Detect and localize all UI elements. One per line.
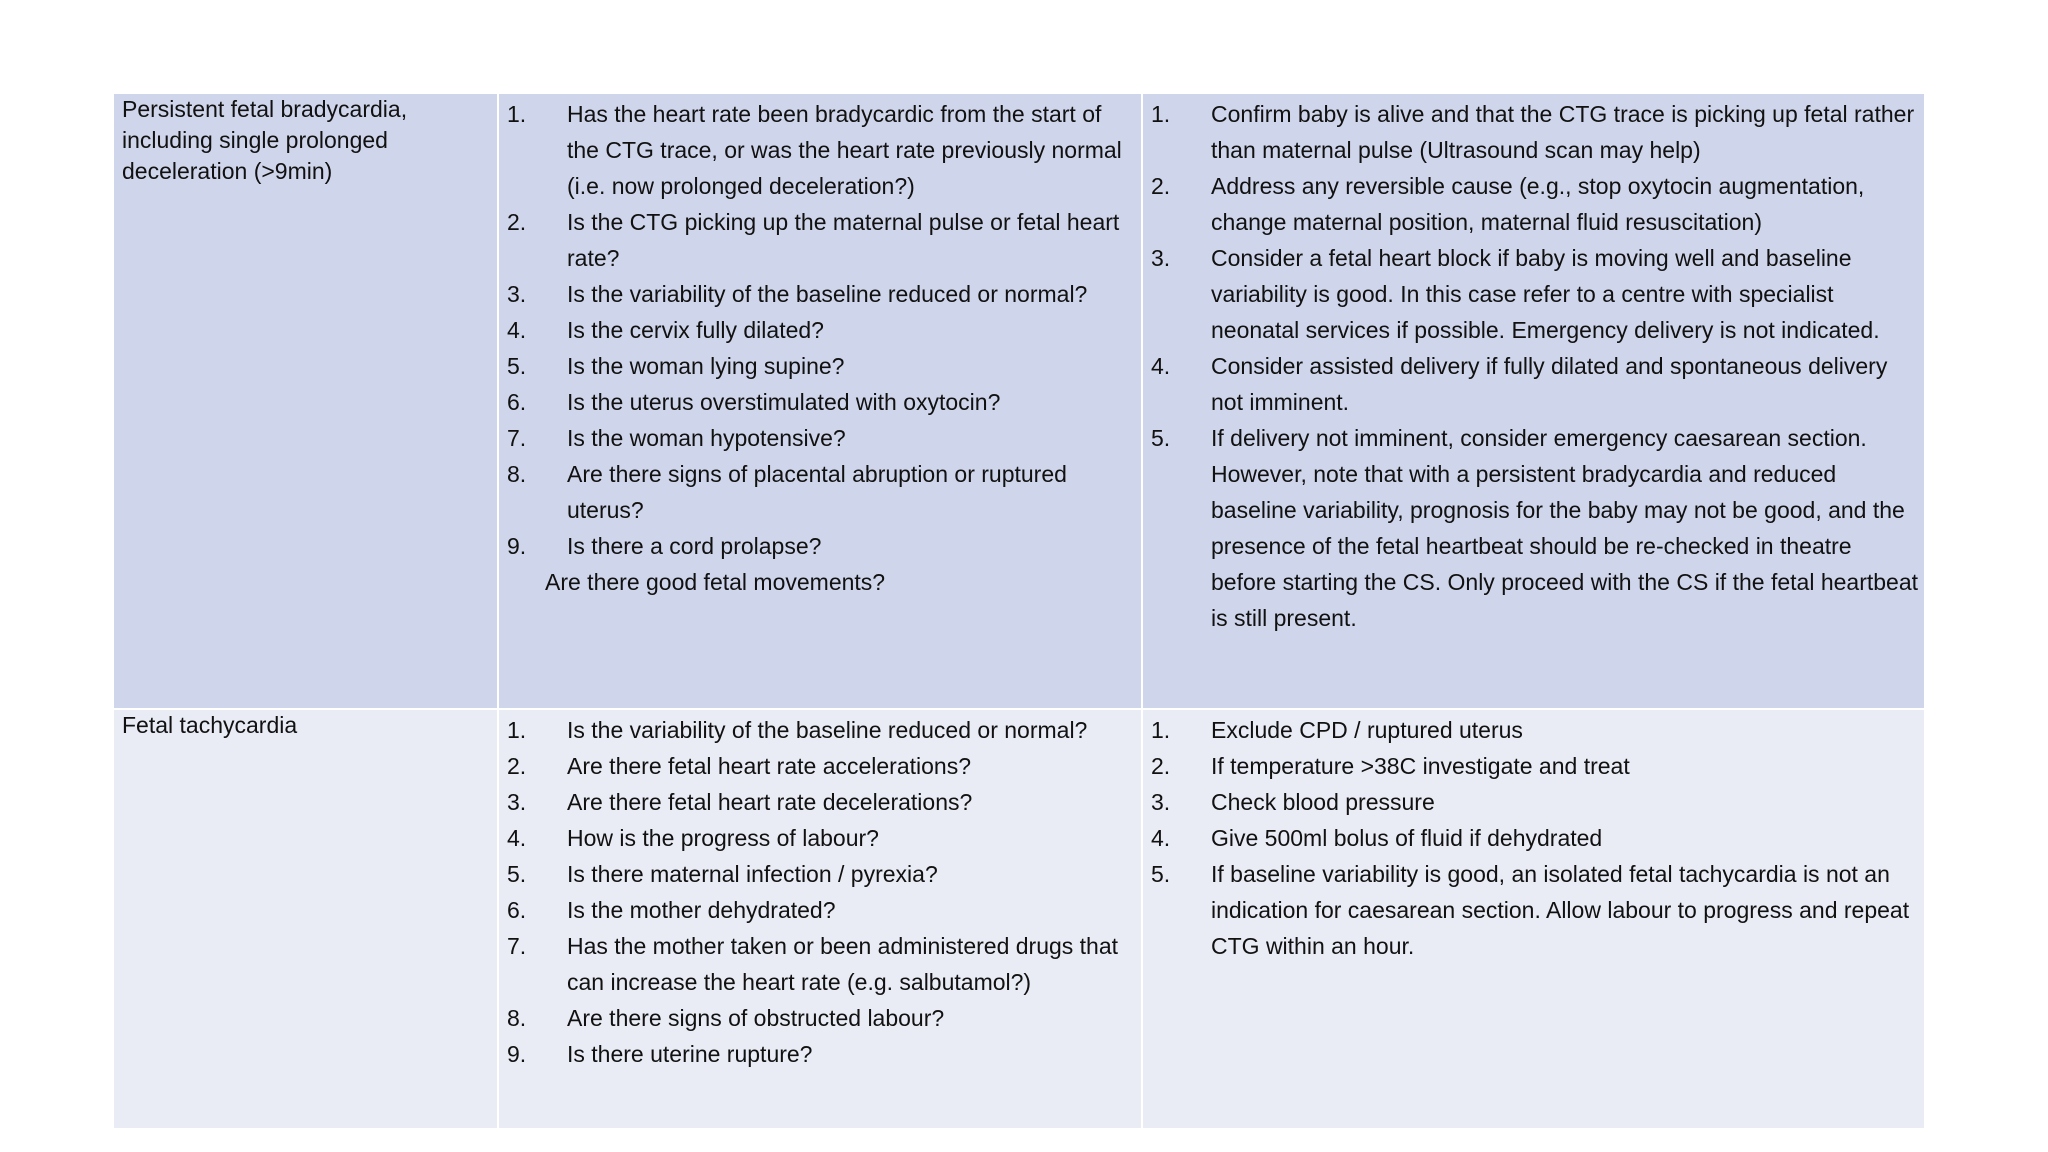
- list-item: 6. Is the uterus overstimulated with oxytocin?: [507, 389, 1001, 415]
- list-item: 6. Is the mother dehydrated?: [507, 897, 836, 923]
- questions-cell-tachycardia: [499, 710, 1141, 1128]
- questions-list: [507, 712, 1135, 1072]
- row-label-tachycardia: [114, 710, 497, 1128]
- list-item: 5. Is there maternal infection / pyrexia?: [507, 861, 938, 887]
- list-item: 2. Are there fetal heart rate accelerations?: [507, 753, 972, 779]
- list-item: 7. Is the woman hypotensive?: [507, 425, 846, 451]
- list-item: 3. Consider a fetal heart block if baby is moving well and baseline variability is good. In this case refer to a centre with specialist neonatal services if possible. Emergency delivery is not indicated.: [1151, 245, 1880, 343]
- list-item: 1. Confirm baby is alive and that the CTG trace is picking up fetal rather than maternal pulse (Ultrasound scan may help): [1151, 101, 1915, 163]
- list-item: 4. Give 500ml bolus of fluid if dehydrated: [1151, 825, 1603, 851]
- list-item: 5. If delivery not imminent, consider emergency caesarean section. However, note that with a persistent bradycardia and reduced baseline variability, prognosis for the baby may not be good, and the presence of the fetal heartbeat should be re-checked in theatre before starting the CS. Only proceed with the CS if the fetal heartbeat is still present.: [1151, 425, 1919, 631]
- actions-cell-tachycardia: [1143, 710, 1924, 1128]
- questions-list: [507, 96, 1135, 564]
- actions-list: [1151, 712, 1918, 964]
- actions-list: [1151, 96, 1918, 636]
- list-item: 2. If temperature >38C investigate and treat: [1151, 753, 1630, 779]
- list-item: 4. How is the progress of labour?: [507, 825, 879, 851]
- list-item: 2. Address any reversible cause (e.g., stop oxytocin augmentation, change maternal position, maternal fluid resuscitation): [1151, 173, 1865, 235]
- list-item: 1. Exclude CPD / ruptured uterus: [1151, 717, 1523, 743]
- list-item: 3. Check blood pressure: [1151, 789, 1435, 815]
- list-item: 9. Is there uterine rupture?: [507, 1041, 813, 1067]
- list-item: 7. Has the mother taken or been administered drugs that can increase the heart rate (e.g. salbutamol?): [507, 933, 1119, 995]
- list-item: 5. If baseline variability is good, an isolated fetal tachycardia is not an indication for caesarean section. Allow labour to progress and repeat CTG within an hour.: [1151, 861, 1910, 959]
- questions-extra-line: Are there good fetal movements?: [545, 569, 886, 595]
- list-item: 8. Are there signs of obstructed labour?: [507, 1005, 945, 1031]
- row-label-bradycardia: [114, 94, 497, 708]
- clinical-table: [114, 94, 1920, 1128]
- list-item: 1. Has the heart rate been bradycardic from the start of the CTG trace, or was the heart rate previously normal (i.e. now prolonged deceleration?): [507, 101, 1122, 199]
- list-item: 3. Is the variability of the baseline reduced or normal?: [507, 281, 1088, 307]
- list-item: 4. Consider assisted delivery if fully dilated and spontaneous delivery not imminent.: [1151, 353, 1888, 415]
- list-item: 9. Is there a cord prolapse?: [507, 533, 822, 559]
- list-item: 5. Is the woman lying supine?: [507, 353, 845, 379]
- list-item: 8. Are there signs of placental abruption or ruptured uterus?: [507, 461, 1067, 523]
- list-item: 3. Are there fetal heart rate decelerations?: [507, 789, 973, 815]
- list-item: 4. Is the cervix fully dilated?: [507, 317, 824, 343]
- row-label-text: Fetal tachycardia: [122, 712, 298, 738]
- row-label-text: Persistent fetal bradycardia, including single prolonged deceleration (>9min): [122, 96, 408, 184]
- list-item: 1. Is the variability of the baseline reduced or normal?: [507, 717, 1088, 743]
- list-item: 2. Is the CTG picking up the maternal pulse or fetal heart rate?: [507, 209, 1120, 271]
- actions-cell-bradycardia: [1143, 94, 1924, 708]
- questions-cell-bradycardia: [499, 94, 1141, 708]
